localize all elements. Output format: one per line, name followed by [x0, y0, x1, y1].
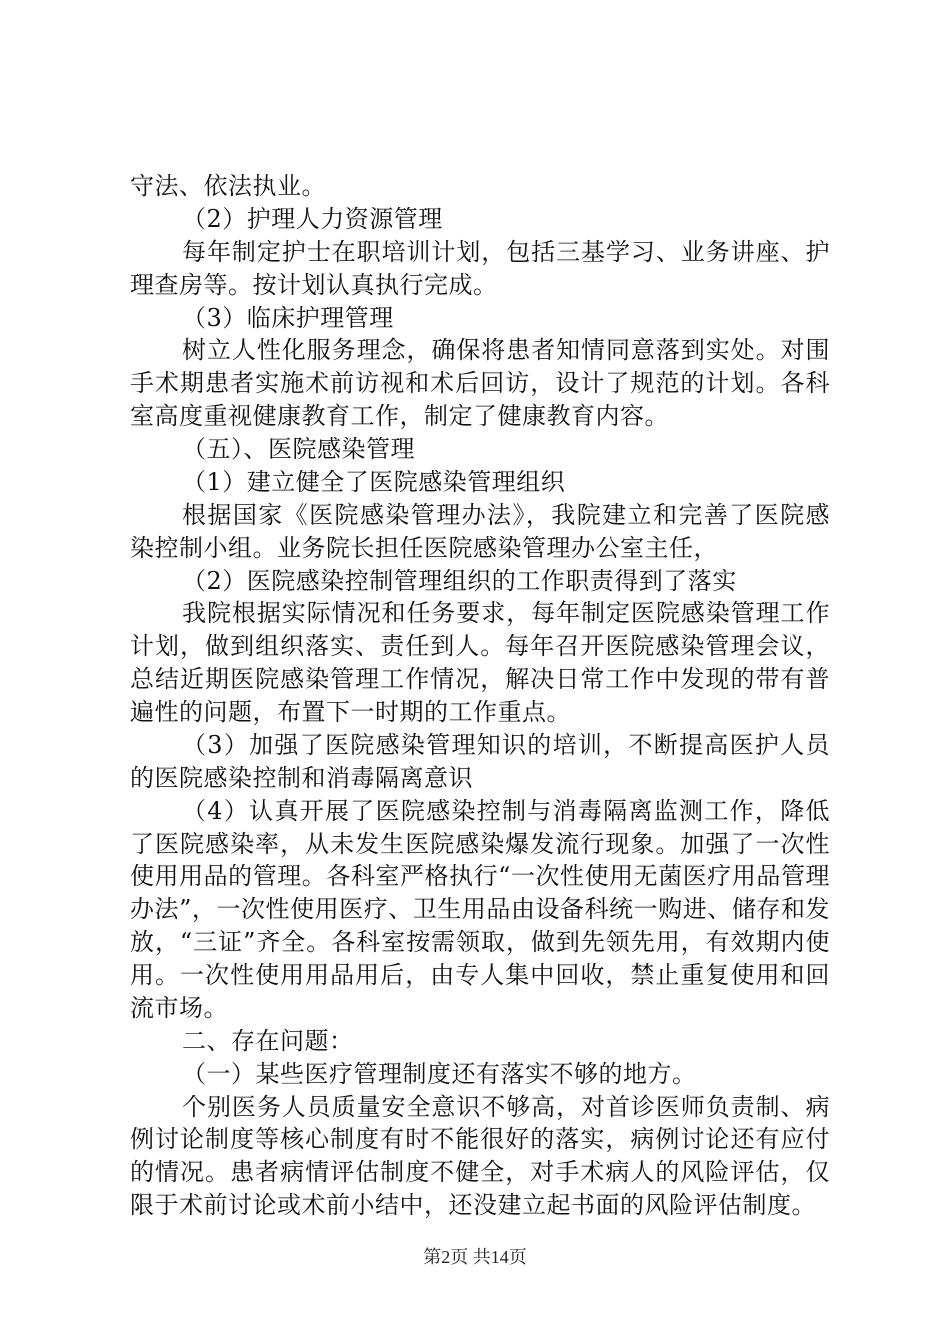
paragraph: （一）某些医疗管理制度还有落实不够的地方。	[182, 1059, 697, 1088]
section-heading: 二、存在问题：	[182, 1026, 354, 1055]
paragraph: （4）认真开展了医院感染控制与消毒隔离监测工作，降低了医院感染率，从未发生医院感染爆发流行现象。加强了一次性使用用品的管理。各科室严格执行“一次性使用无菌医疗用品管理办法”，一次性使用医疗、卫生用品由设备科统一购进、储存和发放，“三证”齐全。各科室按需领取，做到先领先用，有效期内使用。一次性使用用品用后，由专人集中回收，禁止重复使用和回流市场。	[130, 796, 830, 1022]
paragraph: （1）建立健全了医院感染管理组织	[182, 467, 566, 496]
paragraph: 个别医务人员质量安全意识不够高，对首诊医师负责制、病例讨论制度等核心制度有时不能很好的落实，病例讨论还有应付的情况。患者病情评估制度不健全，对手术病人的风险评估，仅限于术前讨论或术前小结中，还没建立起书面的风险评估制度。	[130, 1092, 830, 1220]
paragraph: （2）护理人力资源管理	[182, 204, 443, 233]
paragraph: 树立人性化服务理念，确保将患者知情同意落到实处。对围手术期患者实施术前访视和术后回访，设计了规范的计划。各科室高度重视健康教育工作，制定了健康教育内容。	[130, 336, 830, 431]
paragraph: （3）临床护理管理	[182, 303, 394, 332]
paragraph: （3）加强了医院感染管理知识的培训，不断提高医护人员的医院感染控制和消毒隔离意识	[130, 730, 830, 792]
paragraph: 每年制定护士在职培训计划，包括三基学习、业务讲座、护理查房等。按计划认真执行完成。	[130, 237, 830, 299]
document-body	[130, 170, 830, 1222]
page-footer	[0, 1243, 950, 1269]
paragraph: （2）医院感染控制管理组织的工作职责得到了落实	[182, 566, 737, 595]
section-heading: （五）、医院感染管理	[182, 435, 415, 463]
paragraph: 我院根据实际情况和任务要求，每年制定医院感染管理工作计划，做到组织落实、责任到人。每年召开医院感染管理会议，总结近期医院感染管理工作情况，解决日常工作中发现的带有普遍性的问题，布置下一时期的工作重点。	[130, 599, 830, 726]
paragraph: 守法、依法执业。	[130, 172, 326, 200]
paragraph: 根据国家《医院感染管理办法》，我院建立和完善了医院感染控制小组。业务院长担任医院感染管理办公室主任，	[130, 500, 830, 562]
page-number: 第2页 共14页	[423, 1247, 527, 1267]
